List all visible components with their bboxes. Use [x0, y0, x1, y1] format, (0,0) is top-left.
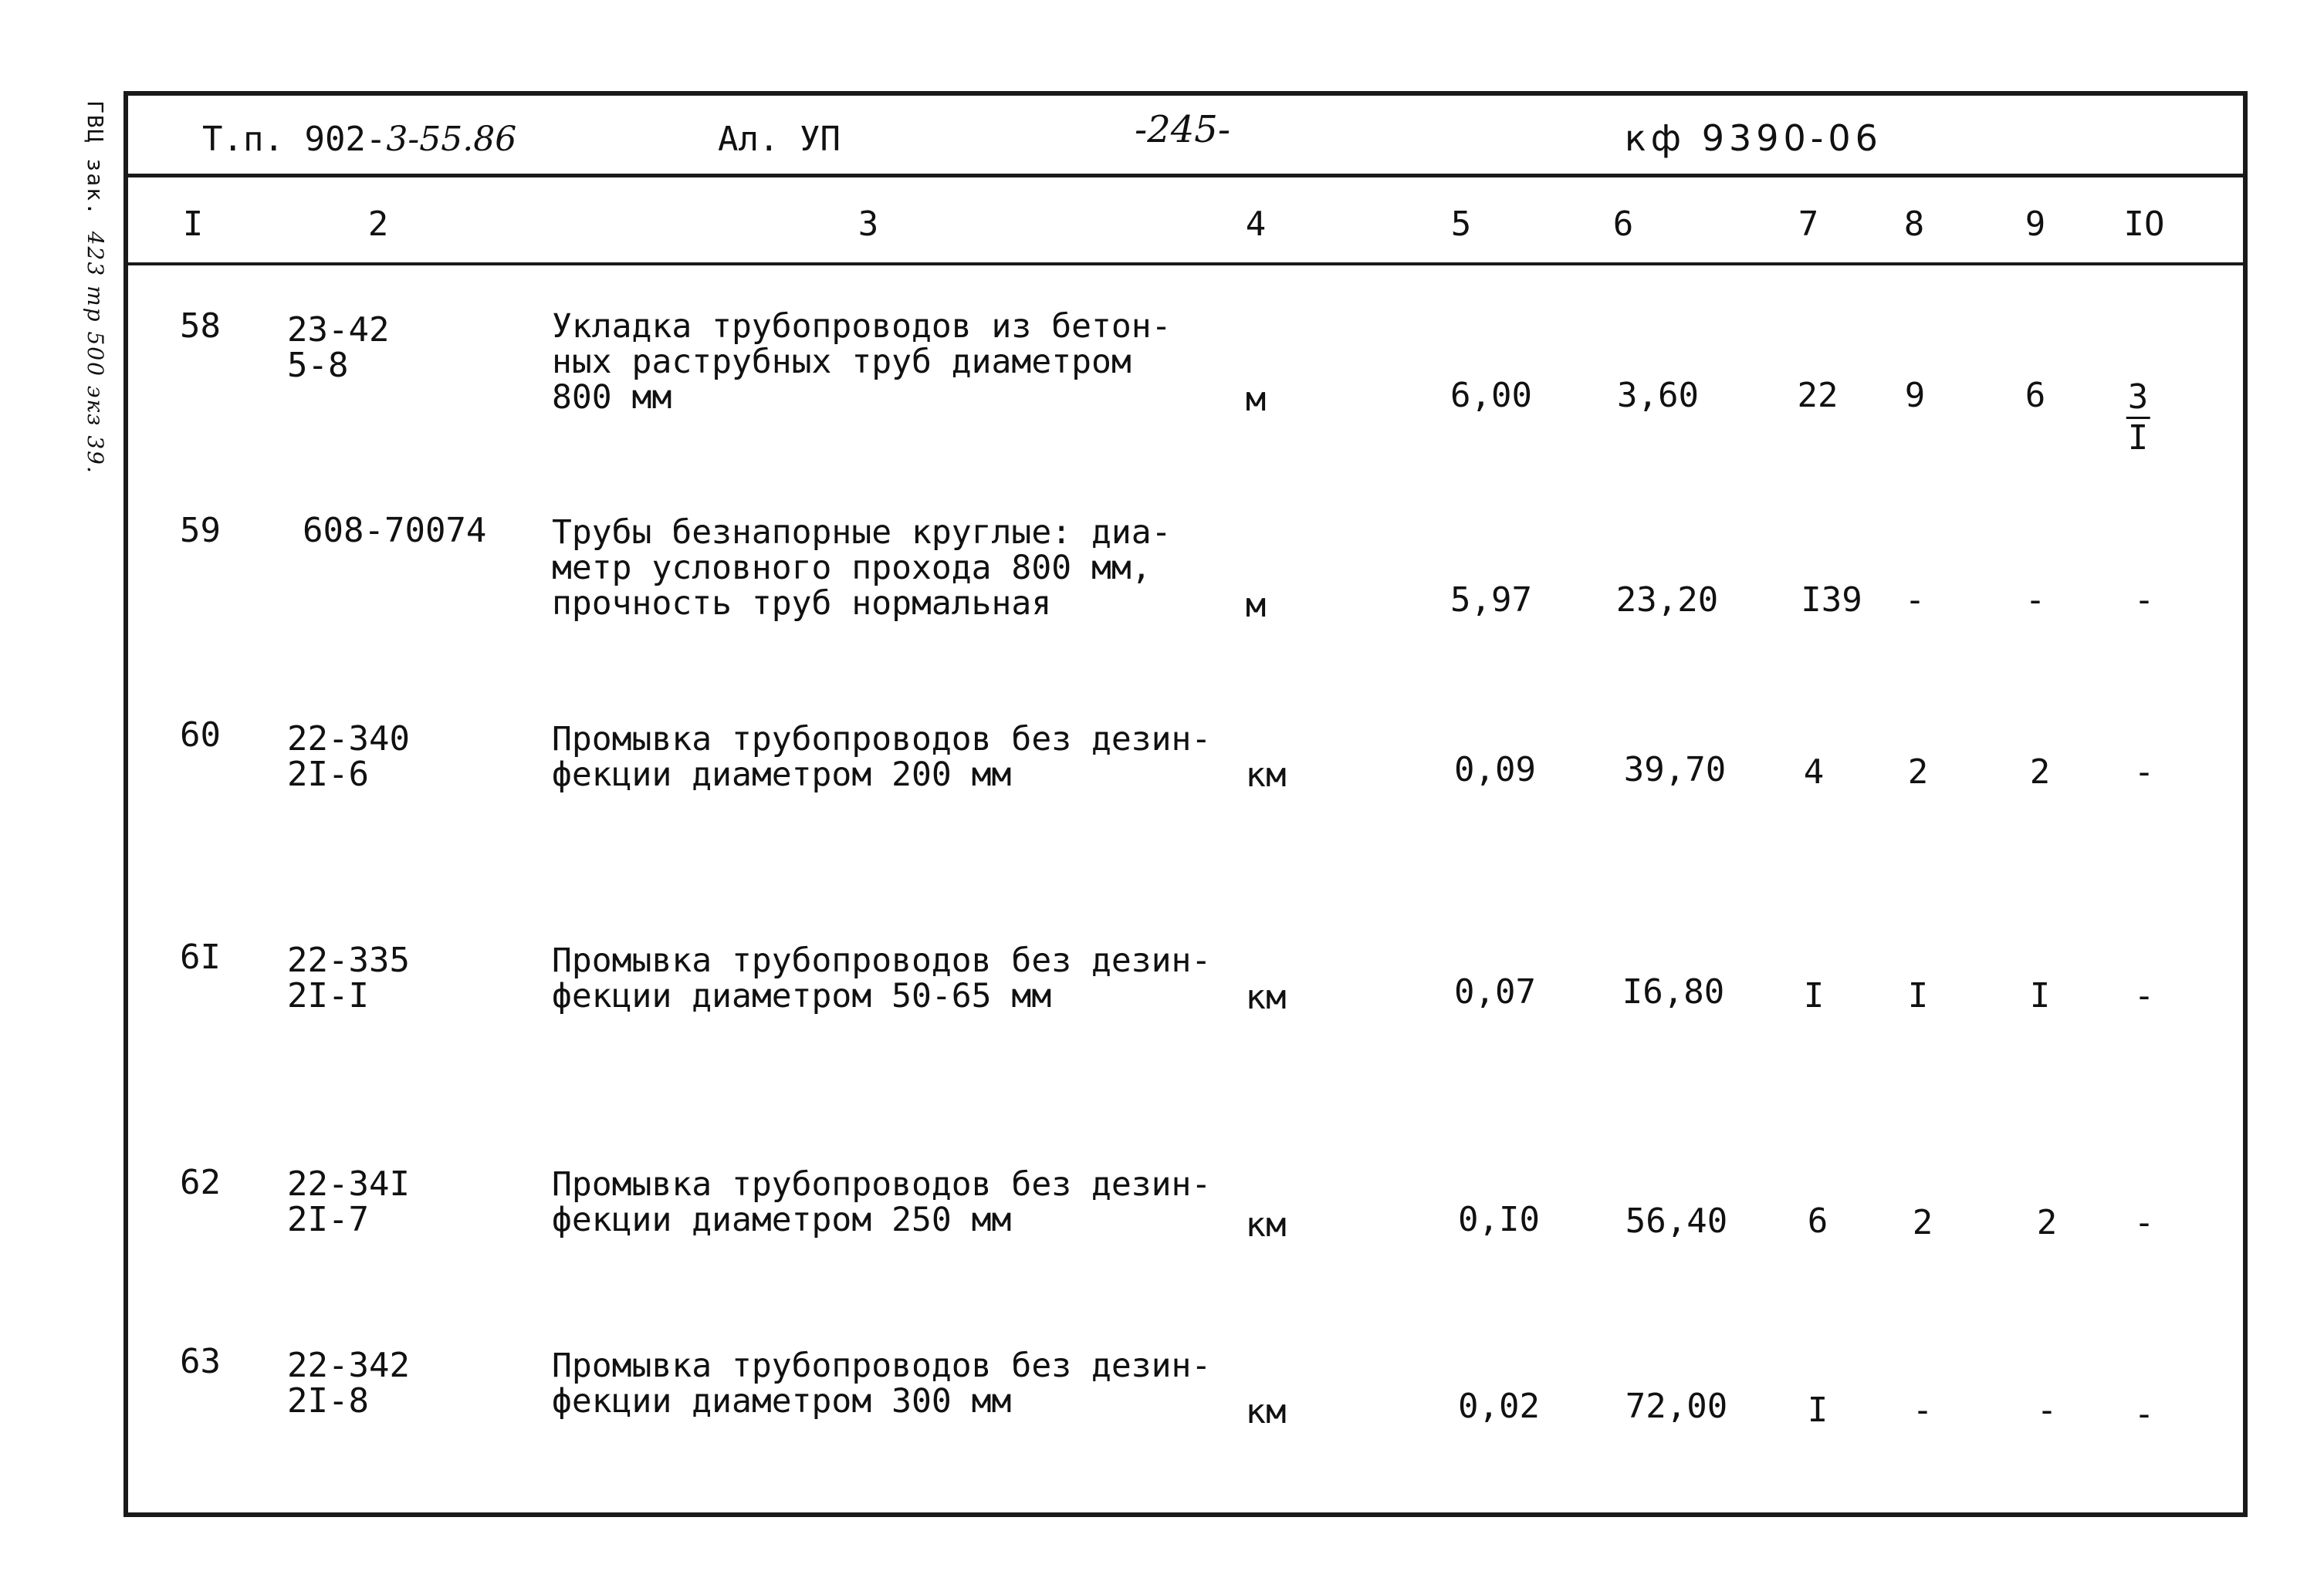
document-frame	[123, 91, 2248, 1517]
column-number-3: 3	[858, 204, 879, 244]
row-code	[303, 513, 486, 549]
row-number: 60	[180, 715, 221, 755]
side-stamp-prefix: ГВЦ зак.	[83, 100, 108, 217]
column-header-divider	[127, 262, 2244, 265]
row-col5: 0,I0	[1458, 1200, 1540, 1239]
row-unit: км	[1245, 978, 1287, 1017]
row-code-line: 2I-6	[287, 755, 369, 794]
column-number-6: 6	[1612, 204, 1634, 244]
row-description-line: Промывка трубопроводов без дезин-	[552, 941, 1212, 980]
row-description-line: прочность труб нормальная	[552, 584, 1052, 623]
row-description	[552, 721, 1211, 792]
row-col5: 0,07	[1454, 972, 1536, 1012]
fraction-denominator: I	[2127, 418, 2149, 458]
row-number: 58	[180, 306, 221, 346]
column-number-4: 4	[1245, 204, 1267, 244]
row-description	[552, 515, 1172, 621]
row-description-line: 800 мм	[552, 378, 672, 417]
column-number-8: 8	[1903, 204, 1925, 244]
row-col10: -	[2133, 1203, 2155, 1242]
row-col7: I	[1803, 976, 1825, 1015]
row-description-line: фекции диаметром 50-65 мм	[552, 977, 1052, 1015]
row-col5: 0,09	[1454, 750, 1536, 789]
row-description-line: метр условного прохода 800 мм,	[552, 549, 1152, 587]
row-description-line: Промывка трубопроводов без дезин-	[552, 1165, 1212, 1204]
row-col6: 23,20	[1615, 580, 1719, 620]
row-unit: м	[1245, 586, 1267, 625]
row-col8: 9	[1904, 376, 1926, 415]
side-stamp	[46, 100, 108, 475]
row-number: 59	[180, 511, 221, 550]
row-col9: -	[2025, 580, 2046, 620]
row-code-line: 2I-8	[287, 1381, 369, 1421]
row-code-line: 22-342	[287, 1346, 410, 1385]
row-col9: 2	[2029, 752, 2051, 792]
row-code-line: 22-335	[287, 941, 410, 980]
row-col7: 4	[1803, 752, 1825, 792]
row-col6: 72,00	[1625, 1387, 1728, 1426]
row-number: 6I	[180, 938, 221, 977]
row-col9: 2	[2036, 1203, 2058, 1242]
row-col8: -	[1912, 1391, 1933, 1430]
fraction	[2126, 378, 2150, 458]
row-code-line: 22-340	[287, 719, 410, 759]
row-col6: 56,40	[1625, 1201, 1728, 1241]
column-number-10: IO	[2123, 204, 2165, 244]
row-code-line: 23-42	[287, 310, 390, 350]
column-number-5: 5	[1450, 204, 1472, 244]
column-number-1: I	[182, 204, 204, 244]
row-col5: 6,00	[1450, 376, 1532, 415]
row-description	[552, 1348, 1211, 1419]
row-description	[552, 1167, 1211, 1238]
row-col8: -	[1904, 580, 1926, 620]
row-description	[552, 943, 1211, 1014]
row-code-line: 608-70074	[303, 511, 487, 550]
row-col10	[2126, 378, 2150, 458]
header-divider	[123, 174, 2248, 177]
row-col5: 0,02	[1458, 1387, 1540, 1426]
column-number-9: 9	[2025, 204, 2046, 244]
album-label: Ал. УП	[718, 120, 841, 159]
row-col7: I	[1807, 1391, 1828, 1430]
row-number: 63	[180, 1342, 221, 1381]
row-col9: I	[2029, 976, 2051, 1015]
row-code-line: 2I-7	[287, 1200, 369, 1239]
row-col6: 3,60	[1617, 376, 1699, 415]
project-number	[202, 120, 516, 159]
row-code	[287, 1348, 410, 1419]
row-code-line: 22-34I	[287, 1164, 410, 1204]
row-code	[287, 310, 390, 385]
row-col10: -	[2133, 752, 2155, 792]
row-col6: I6,80	[1622, 972, 1725, 1012]
row-code	[287, 1164, 410, 1239]
column-number-7: 7	[1798, 204, 1819, 244]
row-col8: 2	[1912, 1203, 1933, 1242]
project-number-suffix: 3-55.86	[386, 120, 517, 159]
page-number: -245-	[1135, 108, 1231, 151]
row-col10: -	[2133, 976, 2155, 1015]
project-number-prefix: Т.п. 902-	[202, 120, 387, 159]
row-col9: 6	[2025, 376, 2046, 415]
row-description-line: Промывка трубопроводов без дезин-	[552, 1347, 1212, 1385]
row-description-line: Укладка трубопроводов из бетон-	[552, 307, 1172, 346]
row-col10: -	[2133, 580, 2155, 620]
row-unit: км	[1245, 1205, 1287, 1245]
row-col8: I	[1907, 976, 1929, 1015]
row-col6: 39,70	[1623, 750, 1727, 789]
row-description-line: Промывка трубопроводов без дезин-	[552, 720, 1212, 759]
fraction-numerator: 3	[2126, 378, 2150, 419]
row-col10: -	[2133, 1394, 2155, 1434]
row-description-line: фекции диаметром 250 мм	[552, 1201, 1012, 1239]
row-number: 62	[180, 1163, 221, 1202]
row-col8: 2	[1907, 752, 1929, 792]
row-description-line: Трубы безнапорные круглые: диа-	[552, 513, 1172, 552]
row-col5: 5,97	[1450, 580, 1532, 620]
row-code	[287, 943, 410, 1014]
row-description-line: фекции диаметром 300 мм	[552, 1382, 1012, 1421]
row-code-line: 5-8	[287, 346, 349, 385]
row-col7: 6	[1807, 1201, 1828, 1241]
row-col7: 22	[1797, 376, 1839, 415]
row-col7: I39	[1801, 580, 1862, 620]
row-unit: м	[1245, 380, 1267, 419]
row-unit: км	[1245, 755, 1287, 795]
row-code	[287, 721, 410, 792]
document-code: кф 9390-06	[1625, 117, 1883, 159]
row-col9: -	[2036, 1391, 2058, 1430]
row-description-line: фекции диаметром 200 мм	[552, 755, 1012, 794]
row-description	[552, 309, 1172, 415]
row-description-line: ных раструбных труб диаметром	[552, 343, 1132, 381]
row-unit: км	[1245, 1392, 1287, 1431]
row-code-line: 2I-I	[287, 976, 369, 1015]
side-stamp-handwritten: 423 тр 500 экз 39.	[83, 231, 108, 475]
column-number-2: 2	[367, 204, 389, 244]
